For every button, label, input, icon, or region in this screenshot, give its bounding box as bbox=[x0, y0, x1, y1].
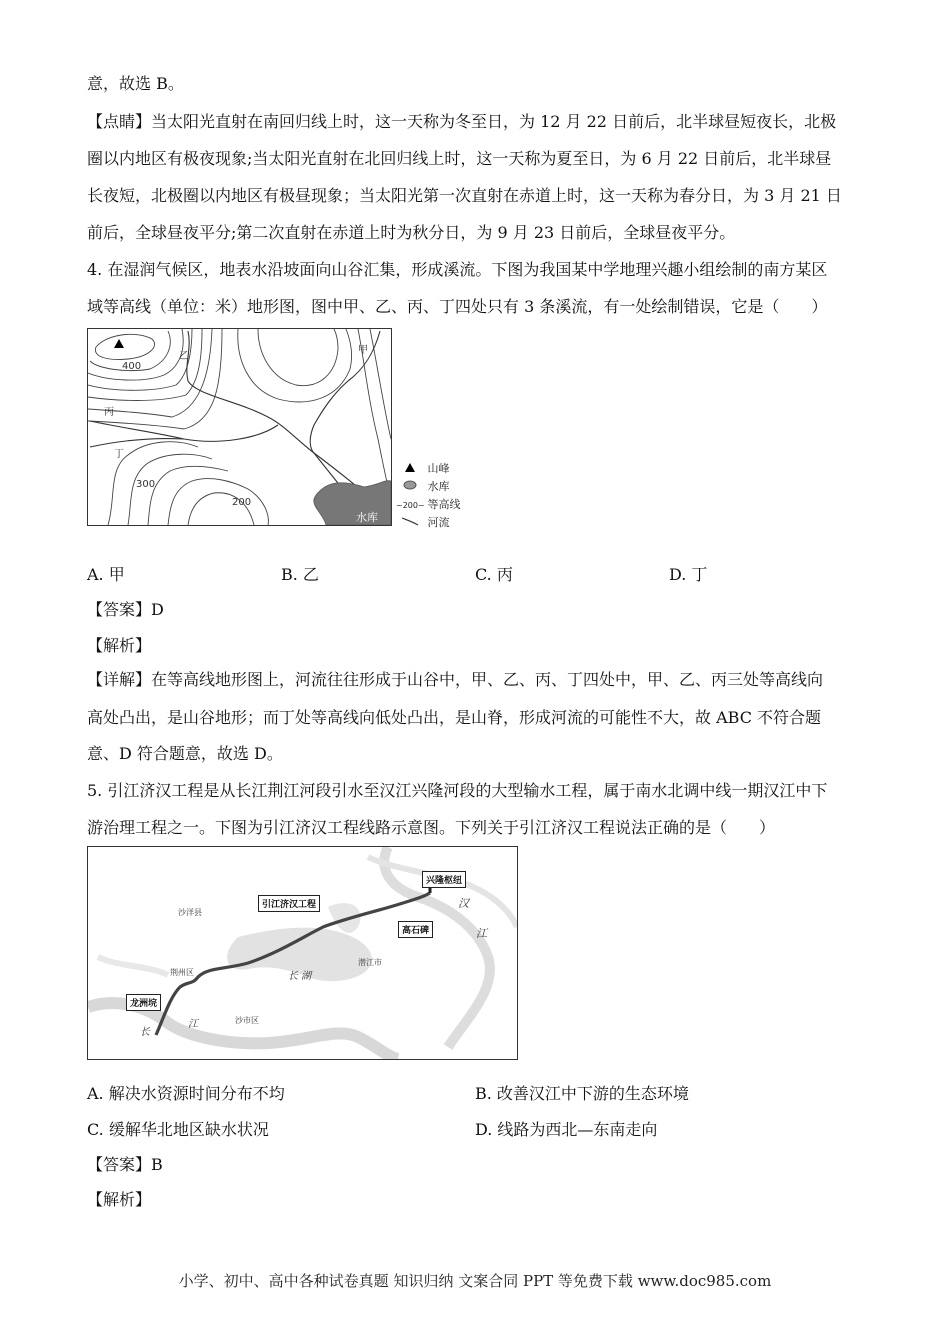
point-label-jia: 甲 bbox=[358, 345, 368, 356]
label-shashi: 沙市区 bbox=[235, 1016, 259, 1025]
option-c: C. 缓解华北地区缺水状况 bbox=[87, 1120, 269, 1139]
reservoir-label: 水库 bbox=[356, 511, 378, 524]
contour-line-icon: ~200~ bbox=[396, 501, 425, 510]
answer: 【答案】D bbox=[87, 600, 164, 619]
question-5-stem: 游治理工程之一。下图为引江济汉工程线路示意图。下列关于引江济汉工程说法正确的是（ ） bbox=[87, 818, 776, 837]
option-b: B. 改善汉江中下游的生态环境 bbox=[475, 1084, 689, 1103]
text-line: 长夜短，北极圈以内地区有极昼现象；当太阳光第一次直射在赤道上时，这一天称为春分日，为 3 月 21 日 bbox=[87, 186, 842, 205]
mountain-peak-icon bbox=[405, 463, 415, 472]
contour-map-drawing bbox=[88, 329, 391, 525]
label-longzhoutan: 龙洲垸 bbox=[126, 994, 161, 1011]
label-han: 汉 bbox=[458, 897, 469, 910]
mountain-peak-icon bbox=[114, 339, 124, 348]
label-jiang: 江 bbox=[188, 1019, 198, 1030]
option-a: A. 解决水资源时间分布不均 bbox=[87, 1084, 285, 1103]
contour-map bbox=[87, 328, 392, 526]
point-label-yi: 乙 bbox=[179, 351, 189, 362]
label-qianjiang: 潜江市 bbox=[358, 958, 382, 967]
legend-label: 等高线 bbox=[427, 498, 461, 511]
detail-line: 【详解】在等高线地形图上，河流往往形成于山谷中，甲、乙、丙、丁四处中，甲、乙、丙三处等高线向 bbox=[87, 670, 824, 689]
label-project-name: 引江济汉工程 bbox=[258, 895, 320, 912]
option-d: D. 丁 bbox=[669, 565, 708, 584]
contour-label-200: 200 bbox=[232, 497, 252, 508]
option-c: C. 丙 bbox=[475, 565, 513, 584]
text-line: 意，故选 B。 bbox=[87, 74, 184, 93]
route-map bbox=[87, 846, 518, 1060]
legend-row bbox=[396, 496, 461, 512]
reservoir-icon bbox=[403, 480, 417, 490]
analysis-heading: 【解析】 bbox=[87, 1190, 152, 1209]
answer: 【答案】B bbox=[87, 1155, 163, 1174]
analysis-heading: 【解析】 bbox=[87, 636, 152, 655]
option-a: A. 甲 bbox=[87, 565, 125, 584]
map-legend bbox=[396, 460, 486, 532]
question-5-stem: 5. 引江济汉工程是从长江荆江河段引水至汉江兴隆河段的大型输水工程，属于南水北调中线一期汉江中下 bbox=[87, 781, 828, 800]
legend-row bbox=[396, 478, 450, 494]
contour-label-300: 300 bbox=[136, 479, 156, 490]
legend-label: 河流 bbox=[427, 516, 450, 529]
legend-label: 水库 bbox=[427, 480, 450, 493]
legend-row bbox=[396, 460, 450, 476]
text-line: 圈以内地区有极夜现象;当太阳光直射在北回归线上时，这一天称为夏至日，为 6 月 22 日前后，北半球昼 bbox=[87, 149, 832, 168]
option-d: D. 线路为西北—东南走向 bbox=[475, 1120, 658, 1139]
river-icon bbox=[401, 516, 419, 526]
label-jiang-han: 江 bbox=[476, 927, 487, 940]
label-gaoshibei: 高石碑 bbox=[398, 921, 433, 938]
question-4-stem: 4. 在湿润气候区，地表水沿坡面向山谷汇集，形成溪流。下图为我国某中学地理兴趣小组绘制的南方某区 bbox=[87, 260, 828, 279]
question-4-stem: 域等高线（单位：米）地形图，图中甲、乙、丙、丁四处只有 3 条溪流，有一处绘制错误，它是（ ） bbox=[87, 297, 828, 316]
label-shayang: 沙洋县 bbox=[178, 908, 202, 917]
point-label-ding: 丁 bbox=[114, 449, 124, 460]
label-changhu: 长 湖 bbox=[288, 971, 312, 982]
contour-label-400: 400 bbox=[122, 361, 142, 372]
legend-row bbox=[396, 514, 450, 530]
point-label-bing: 丙 bbox=[104, 407, 114, 418]
label-chang: 长 bbox=[140, 1027, 150, 1038]
detail-line: 意、D 符合题意，故选 D。 bbox=[87, 744, 283, 763]
text-line: 【点睛】当太阳光直射在南回归线上时，这一天称为冬至日，为 12 月 22 日前后，北半球昼短夜长，北极 bbox=[87, 112, 837, 131]
label-xinglong-hub: 兴隆枢纽 bbox=[422, 871, 466, 888]
option-b: B. 乙 bbox=[281, 565, 319, 584]
text-line: 前后，全球昼夜平分;第二次直射在赤道上时为秋分日，为 9 月 23 日前后，全球昼夜平分。 bbox=[87, 223, 736, 242]
reservoir-shape bbox=[314, 481, 391, 525]
legend-label: 山峰 bbox=[427, 462, 450, 475]
page-footer: 小学、初中、高中各种试卷真题 知识归纳 文案合同 PPT 等免费下载 www.doc985.com bbox=[178, 1272, 772, 1290]
label-jingzhou: 荆州区 bbox=[170, 968, 194, 977]
detail-line: 高处凸出，是山谷地形；而丁处等高线向低处凸出，是山脊，形成河流的可能性不大，故 ABC 不符合题 bbox=[87, 708, 822, 727]
